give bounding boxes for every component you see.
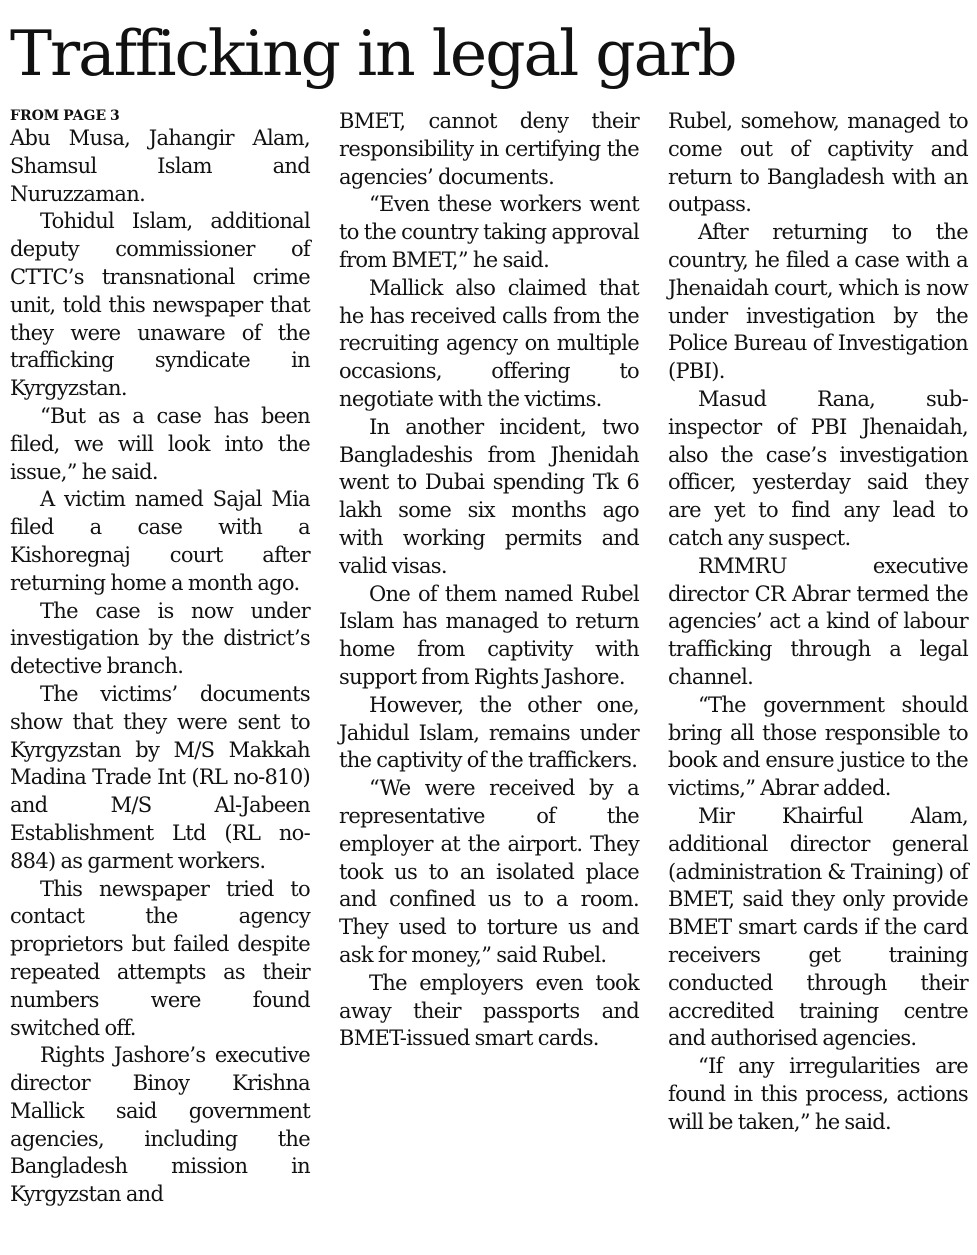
paragraph: One of them named Rubel Islam has managed to return home from captivity with support from Rights Jashore. xyxy=(339,581,639,689)
paragraph: Rubel, somehow, managed to come out of captivity and return to Bangladesh with an outpass. xyxy=(668,109,968,217)
paragraph: This newspaper tried to contact the agency proprietors but failed despite repeated attempts as their numbers were found switched off. xyxy=(10,876,310,1040)
paragraph: “But as a case has been filed, we will look into the issue,” he said. xyxy=(10,403,310,484)
paragraph: The employers even took away their passports and BMET-issued smart cards. xyxy=(339,970,639,1051)
paragraph: Mir Khairful Alam, additional director general (administration & Training) of BMET, said they only provide BMET smart cards if the card receivers get training conducted through their accredited training centre and authorised agencies. xyxy=(668,803,968,1051)
paragraph: However, the other one, Jahidul Islam, remains under the captivity of the traffickers. xyxy=(339,692,639,773)
paragraph: The case is now under investigation by the district’s detective branch. xyxy=(10,598,310,679)
paragraph: The victims’ documents show that they were sent to Kyrgyzstan by M/S Makkah Madina Trade Int (RL no-810) and M/S Al-Jabeen Establishment Ltd (RL no-884) as garment workers. xyxy=(10,681,310,873)
paragraph: “If any irregularities are found in this process, actions will be taken,” he said. xyxy=(668,1054,968,1134)
paragraph: RMMRU executive director CR Abrar termed the agencies’ act a kind of labour trafficking through a legal channel. xyxy=(668,553,968,689)
continued-from-label: FROM PAGE 3 xyxy=(10,108,120,124)
headline: Trafficking in legal garb xyxy=(10,17,736,90)
column-2 xyxy=(339,108,639,1053)
paragraph: Masud Rana, sub-inspector of PBI Jhenaidah, also the case’s investigation officer, yesterday said they are yet to find any lead to catch any suspect. xyxy=(668,386,968,550)
paragraph: After returning to the country, he filed a case with a Jhenaidah court, which is now under investigation by the Police Bureau of Investigation (PBI). xyxy=(668,220,968,384)
paragraph: Mallick also claimed that he has received calls from the recruiting agency on multiple occasions, offering to negotiate with the victims. xyxy=(339,275,639,411)
article-body xyxy=(10,108,968,1248)
column-1 xyxy=(10,108,310,1209)
paragraph: A victim named Sajal Mia filed a case with a Kishoregnaj court after returning home a month ago. xyxy=(10,487,310,595)
paragraph: In another incident, two Bangladeshis from Jhenidah went to Dubai spending Tk 6 lakh some six months ago with working permits and valid visas. xyxy=(339,414,639,578)
paragraph: “The government should bring all those responsible to book and ensure justice to the victims,” Abrar added. xyxy=(668,692,968,801)
paragraph: Abu Musa, Jahangir Alam, Shamsul Islam and Nuruzzaman. xyxy=(10,126,310,206)
paragraph: “Even these workers went to the country taking approval from BMET,” he said. xyxy=(339,192,639,272)
paragraph: BMET, cannot deny their responsibility in certifying the agencies’ documents. xyxy=(339,109,639,189)
paragraph: “We were received by a representative of the employer at the airport. They took us to an isolated place and confined us to a room. They used to torture us and ask for money,” said Rubel. xyxy=(339,776,639,967)
paragraph: Tohidul Islam, additional deputy commissioner of CTTC’s transnational crime unit, told this newspaper that they were unaware of the trafficking syndicate in Kyrgyzstan. xyxy=(10,209,310,401)
column-3 xyxy=(668,108,968,1136)
paragraph: Rights Jashore’s executive director Binoy Krishna Mallick said government agencies, including the Bangladesh mission in Kyrgyzstan and xyxy=(10,1043,310,1207)
